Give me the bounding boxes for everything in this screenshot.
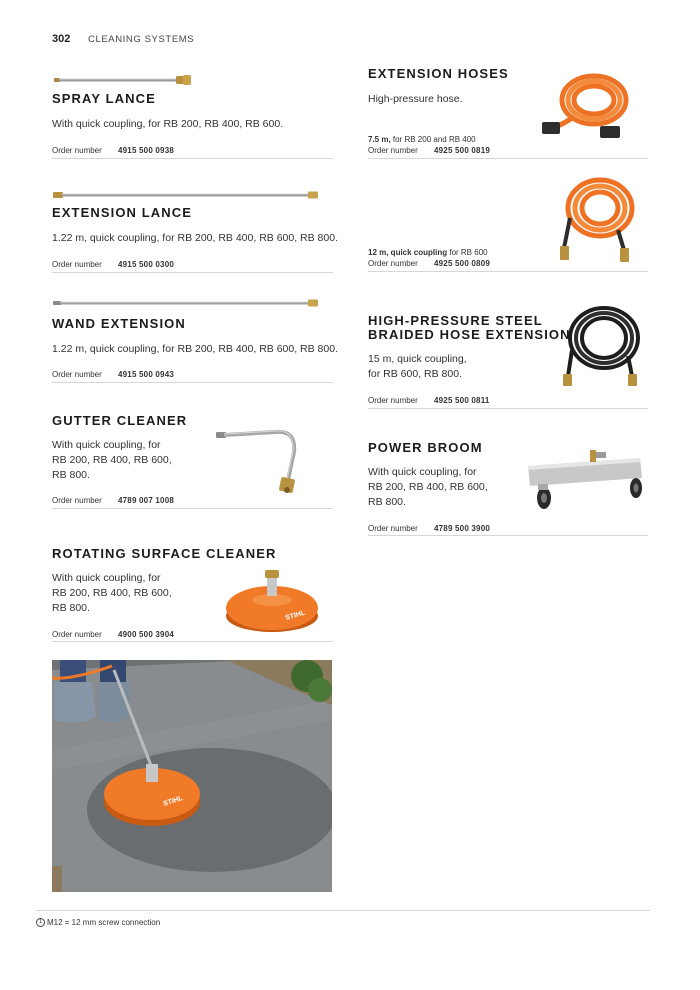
footnote-marker: 1 — [36, 918, 45, 927]
order-number: 4915 500 0943 — [118, 370, 174, 379]
extension-lance-title: EXTENSION LANCE — [52, 205, 193, 220]
steel-hose-title — [368, 314, 571, 342]
divider — [368, 535, 648, 536]
hose-7m-order — [368, 146, 490, 155]
order-number: 4789 500 3900 — [434, 524, 490, 533]
desc-line: RB 200, RB 400, RB 600, — [52, 454, 172, 466]
spray-lance-title: SPRAY LANCE — [52, 91, 156, 106]
hose-12m-variant — [368, 248, 488, 257]
hose-12m-order — [368, 259, 490, 268]
extension-hoses-title: EXTENSION HOSES — [368, 66, 509, 81]
wand-extension-order — [52, 370, 174, 379]
divider — [52, 158, 333, 159]
desc-line: for RB 600, RB 800. — [368, 368, 462, 380]
desc-line: RB 800. — [52, 469, 90, 481]
order-number: 4900 500 3904 — [118, 630, 174, 639]
order-number: 4925 500 0819 — [434, 146, 490, 155]
footnote — [36, 918, 160, 927]
variant-text: for RB 600 — [447, 248, 488, 257]
order-label: Order number — [368, 146, 418, 155]
footer-divider — [36, 910, 650, 911]
section-name: CLEANING SYSTEMS — [88, 34, 195, 45]
power-broom-order — [368, 524, 490, 533]
surface-cleaner-image — [222, 564, 324, 636]
footnote-text: M12 = 12 mm screw connection — [47, 918, 161, 927]
order-label: Order number — [52, 630, 102, 639]
extension-lance-order — [52, 260, 174, 269]
divider — [52, 641, 333, 642]
order-number: 4925 500 0811 — [434, 396, 490, 405]
orange-hose-12m-image — [556, 170, 638, 264]
order-number: 4925 500 0809 — [434, 259, 490, 268]
power-broom-desc — [368, 465, 488, 510]
order-label: Order number — [368, 259, 418, 268]
divider — [52, 508, 333, 509]
order-label: Order number — [52, 146, 102, 155]
power-broom-image — [520, 448, 648, 518]
desc-line: RB 200, RB 400, RB 600, — [368, 481, 488, 493]
page-number: 302 — [52, 33, 71, 45]
desc-line: With quick coupling, for — [368, 466, 477, 478]
stihl-logo-text: STIHL — [284, 609, 307, 622]
rotating-surface-cleaner-title: ROTATING SURFACE CLEANER — [52, 546, 277, 561]
variant-bold: 12 m, quick coupling — [368, 248, 448, 257]
steel-hose-order — [368, 396, 490, 405]
gutter-cleaner-image — [214, 422, 304, 498]
variant-bold: 7.5 m, — [368, 135, 391, 144]
orange-hose-7m-image — [540, 68, 632, 144]
gutter-cleaner-desc — [52, 438, 172, 483]
divider — [52, 272, 333, 273]
wand-extension-image — [52, 296, 322, 310]
desc-line: RB 200, RB 400, RB 600, — [52, 587, 172, 599]
order-label: Order number — [52, 496, 102, 505]
power-broom-title: POWER BROOM — [368, 440, 483, 455]
order-number: 4915 500 0938 — [118, 146, 174, 155]
order-number: 4789 007 1008 — [118, 496, 174, 505]
variant-text: for RB 200 and RB 400 — [390, 135, 476, 144]
photo-stihl-logo-text: STIHL — [162, 794, 184, 808]
divider — [368, 158, 648, 159]
order-label: Order number — [52, 260, 102, 269]
wand-extension-title: WAND EXTENSION — [52, 316, 186, 331]
order-number: 4915 500 0300 — [118, 260, 174, 269]
extension-lance-image — [52, 188, 322, 202]
wand-extension-desc: 1.22 m, quick coupling, for RB 200, RB 400, RB 600, RB 800. — [52, 343, 338, 355]
spray-lance-desc: With quick coupling, for RB 200, RB 400, RB 600. — [52, 118, 284, 130]
divider — [368, 271, 648, 272]
desc-line: 15 m, quick coupling, — [368, 353, 467, 365]
steel-hose-desc — [368, 352, 467, 382]
gutter-cleaner-order — [52, 496, 174, 505]
desc-line: RB 800. — [368, 496, 406, 508]
divider — [368, 408, 648, 409]
gutter-cleaner-title: GUTTER CLEANER — [52, 413, 188, 428]
title-line: HIGH-PRESSURE STEEL — [368, 313, 543, 328]
desc-line: With quick coupling, for — [52, 572, 161, 584]
order-label: Order number — [368, 524, 418, 533]
extension-hoses-desc: High-pressure hose. — [368, 93, 463, 105]
extension-lance-desc: 1.22 m, quick coupling, for RB 200, RB 400, RB 600, RB 800. — [52, 232, 338, 244]
rotating-surface-cleaner-desc — [52, 571, 172, 616]
rotating-surface-cleaner-order — [52, 630, 174, 639]
spray-lance-order — [52, 146, 174, 155]
hose-7m-variant — [368, 135, 476, 144]
title-line: BRAIDED HOSE EXTENSION — [368, 327, 571, 342]
desc-line: With quick coupling, for — [52, 439, 161, 451]
divider — [52, 382, 333, 383]
application-photo — [52, 660, 332, 892]
spray-lance-image — [52, 72, 194, 88]
order-label: Order number — [52, 370, 102, 379]
black-steel-hose-image — [558, 300, 646, 392]
order-label: Order number — [368, 396, 418, 405]
desc-line: RB 800. — [52, 602, 90, 614]
